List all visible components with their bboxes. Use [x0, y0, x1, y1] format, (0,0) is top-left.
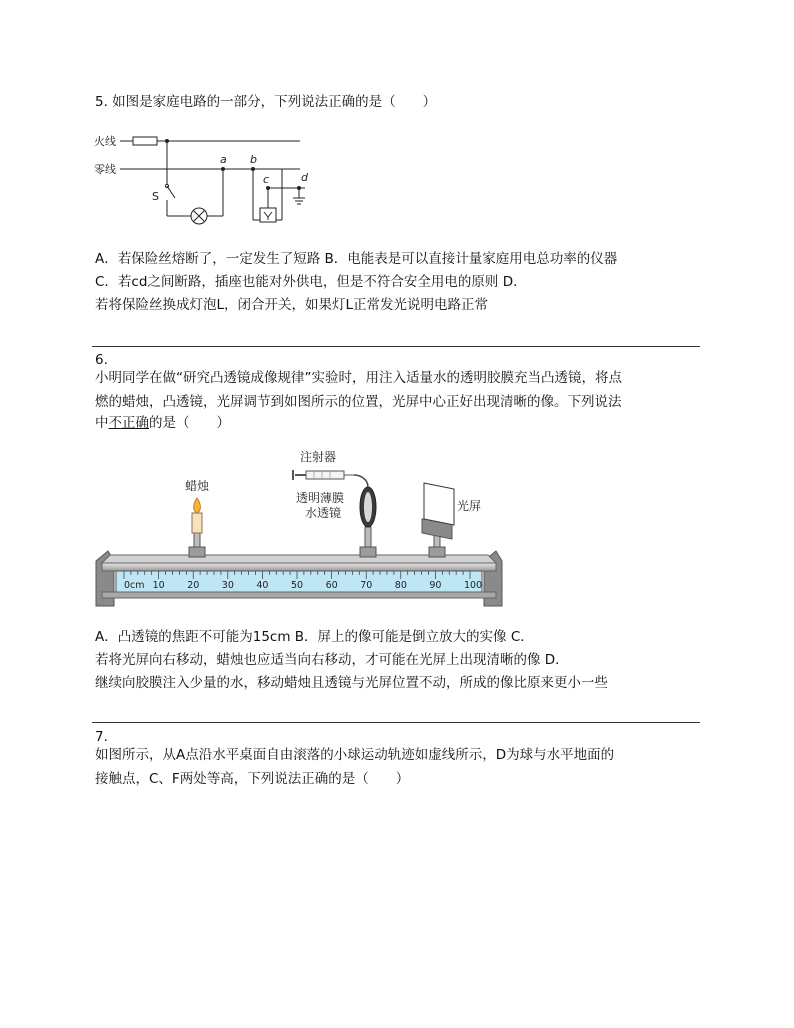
ground-icon	[293, 188, 305, 204]
q6-options-line-1: A．凸透镜的焦距不可能为15cm B．屏上的像可能是倒立放大的实像 C．	[95, 629, 534, 645]
q6-stem-line-2: 燃的蜡烛，凸透镜，光屏调节到如图所示的位置，光屏中心正好出现清晰的像。下列说法	[95, 394, 622, 410]
syringe-icon	[293, 470, 354, 480]
screen-label: 光屏	[457, 499, 482, 513]
switch-s-label: S	[152, 190, 159, 203]
syringe-label: 注射器	[300, 450, 337, 464]
q6-stem-line-3: 中不正确的是（ ）	[95, 415, 230, 431]
water-lens-icon	[354, 475, 376, 557]
lamp-icon	[191, 208, 207, 224]
ruler-tick-label: 90	[429, 580, 442, 591]
switch-icon	[167, 186, 175, 198]
socket-icon	[260, 208, 276, 222]
fuse-icon	[133, 137, 157, 145]
candle-label: 蜡烛	[185, 479, 210, 493]
ruler-tick-label: 30	[221, 580, 234, 591]
ruler-tick-label: 20	[187, 580, 200, 591]
q7-number: 7.	[95, 729, 108, 745]
candle-icon	[189, 498, 205, 557]
lens-label-2: 水透镜	[305, 506, 342, 520]
q5-options-line-3: 若将保险丝换成灯泡L，闭合开关，如果灯L正常发光说明电路正常	[95, 297, 489, 313]
separator-q5-q6	[92, 346, 700, 347]
q7-stem-line-1: 如图所示，从A点沿水平桌面自由滚落的小球运动轨迹如虚线所示，D为球与水平地面的	[95, 747, 615, 763]
q6-stem-line-1: 小明同学在做“研究凸透镜成像规律”实验时，用注入适量水的透明胶膜充当凸透镜，将点	[95, 370, 622, 386]
q5-circuit-diagram	[90, 128, 330, 228]
q6-optical-bench-diagram	[92, 443, 508, 613]
q5-options-line-2: C．若cd之间断路，插座也能对外供电，但是不符合安全用电的原则 D．	[95, 274, 527, 290]
ruler-tick-label: 40	[256, 580, 269, 591]
neutral-wire-label: 零线	[94, 163, 116, 176]
q7-stem-line-2: 接触点，C、F两处等高，下列说法正确的是（ ）	[95, 771, 410, 787]
ruler-tick-label: 70	[360, 580, 373, 591]
point-a-label: a	[220, 153, 227, 166]
ruler-tick-label: 50	[291, 580, 304, 591]
point-c-label: c	[263, 173, 270, 186]
ruler-tick-label: 0cm	[124, 580, 145, 591]
q6-options-line-2: 若将光屏向右移动，蜡烛也应适当向右移动，才可能在光屏上出现清晰的像 D．	[95, 652, 569, 668]
ruler-tick-label: 10	[152, 580, 165, 591]
q6-number: 6.	[95, 352, 108, 368]
screen-icon	[422, 483, 454, 557]
lens-label-1: 透明薄膜	[296, 491, 345, 505]
q6-options-line-3: 继续向胶膜注入少量的水，移动蜡烛且透镜与光屏位置不动，所成的像比原来更小一些	[95, 675, 608, 691]
q5-options-line-1: A．若保险丝熔断了，一定发生了短路 B．电能表是可以直接计量家庭用电总功率的仪器	[95, 251, 618, 267]
q6-underlined-text: 不正确	[108, 415, 149, 431]
q5-stem: 5. 如图是家庭电路的一部分，下列说法正确的是（ ）	[95, 94, 437, 110]
point-d-label: d	[301, 171, 308, 184]
ruler-tick-label: 80	[394, 580, 407, 591]
live-wire-label: 火线	[94, 135, 116, 148]
point-b-label: b	[250, 153, 257, 166]
separator-q6-q7	[92, 722, 700, 723]
ruler-tick-label: 100	[464, 580, 483, 591]
ruler-tick-label: 60	[325, 580, 338, 591]
